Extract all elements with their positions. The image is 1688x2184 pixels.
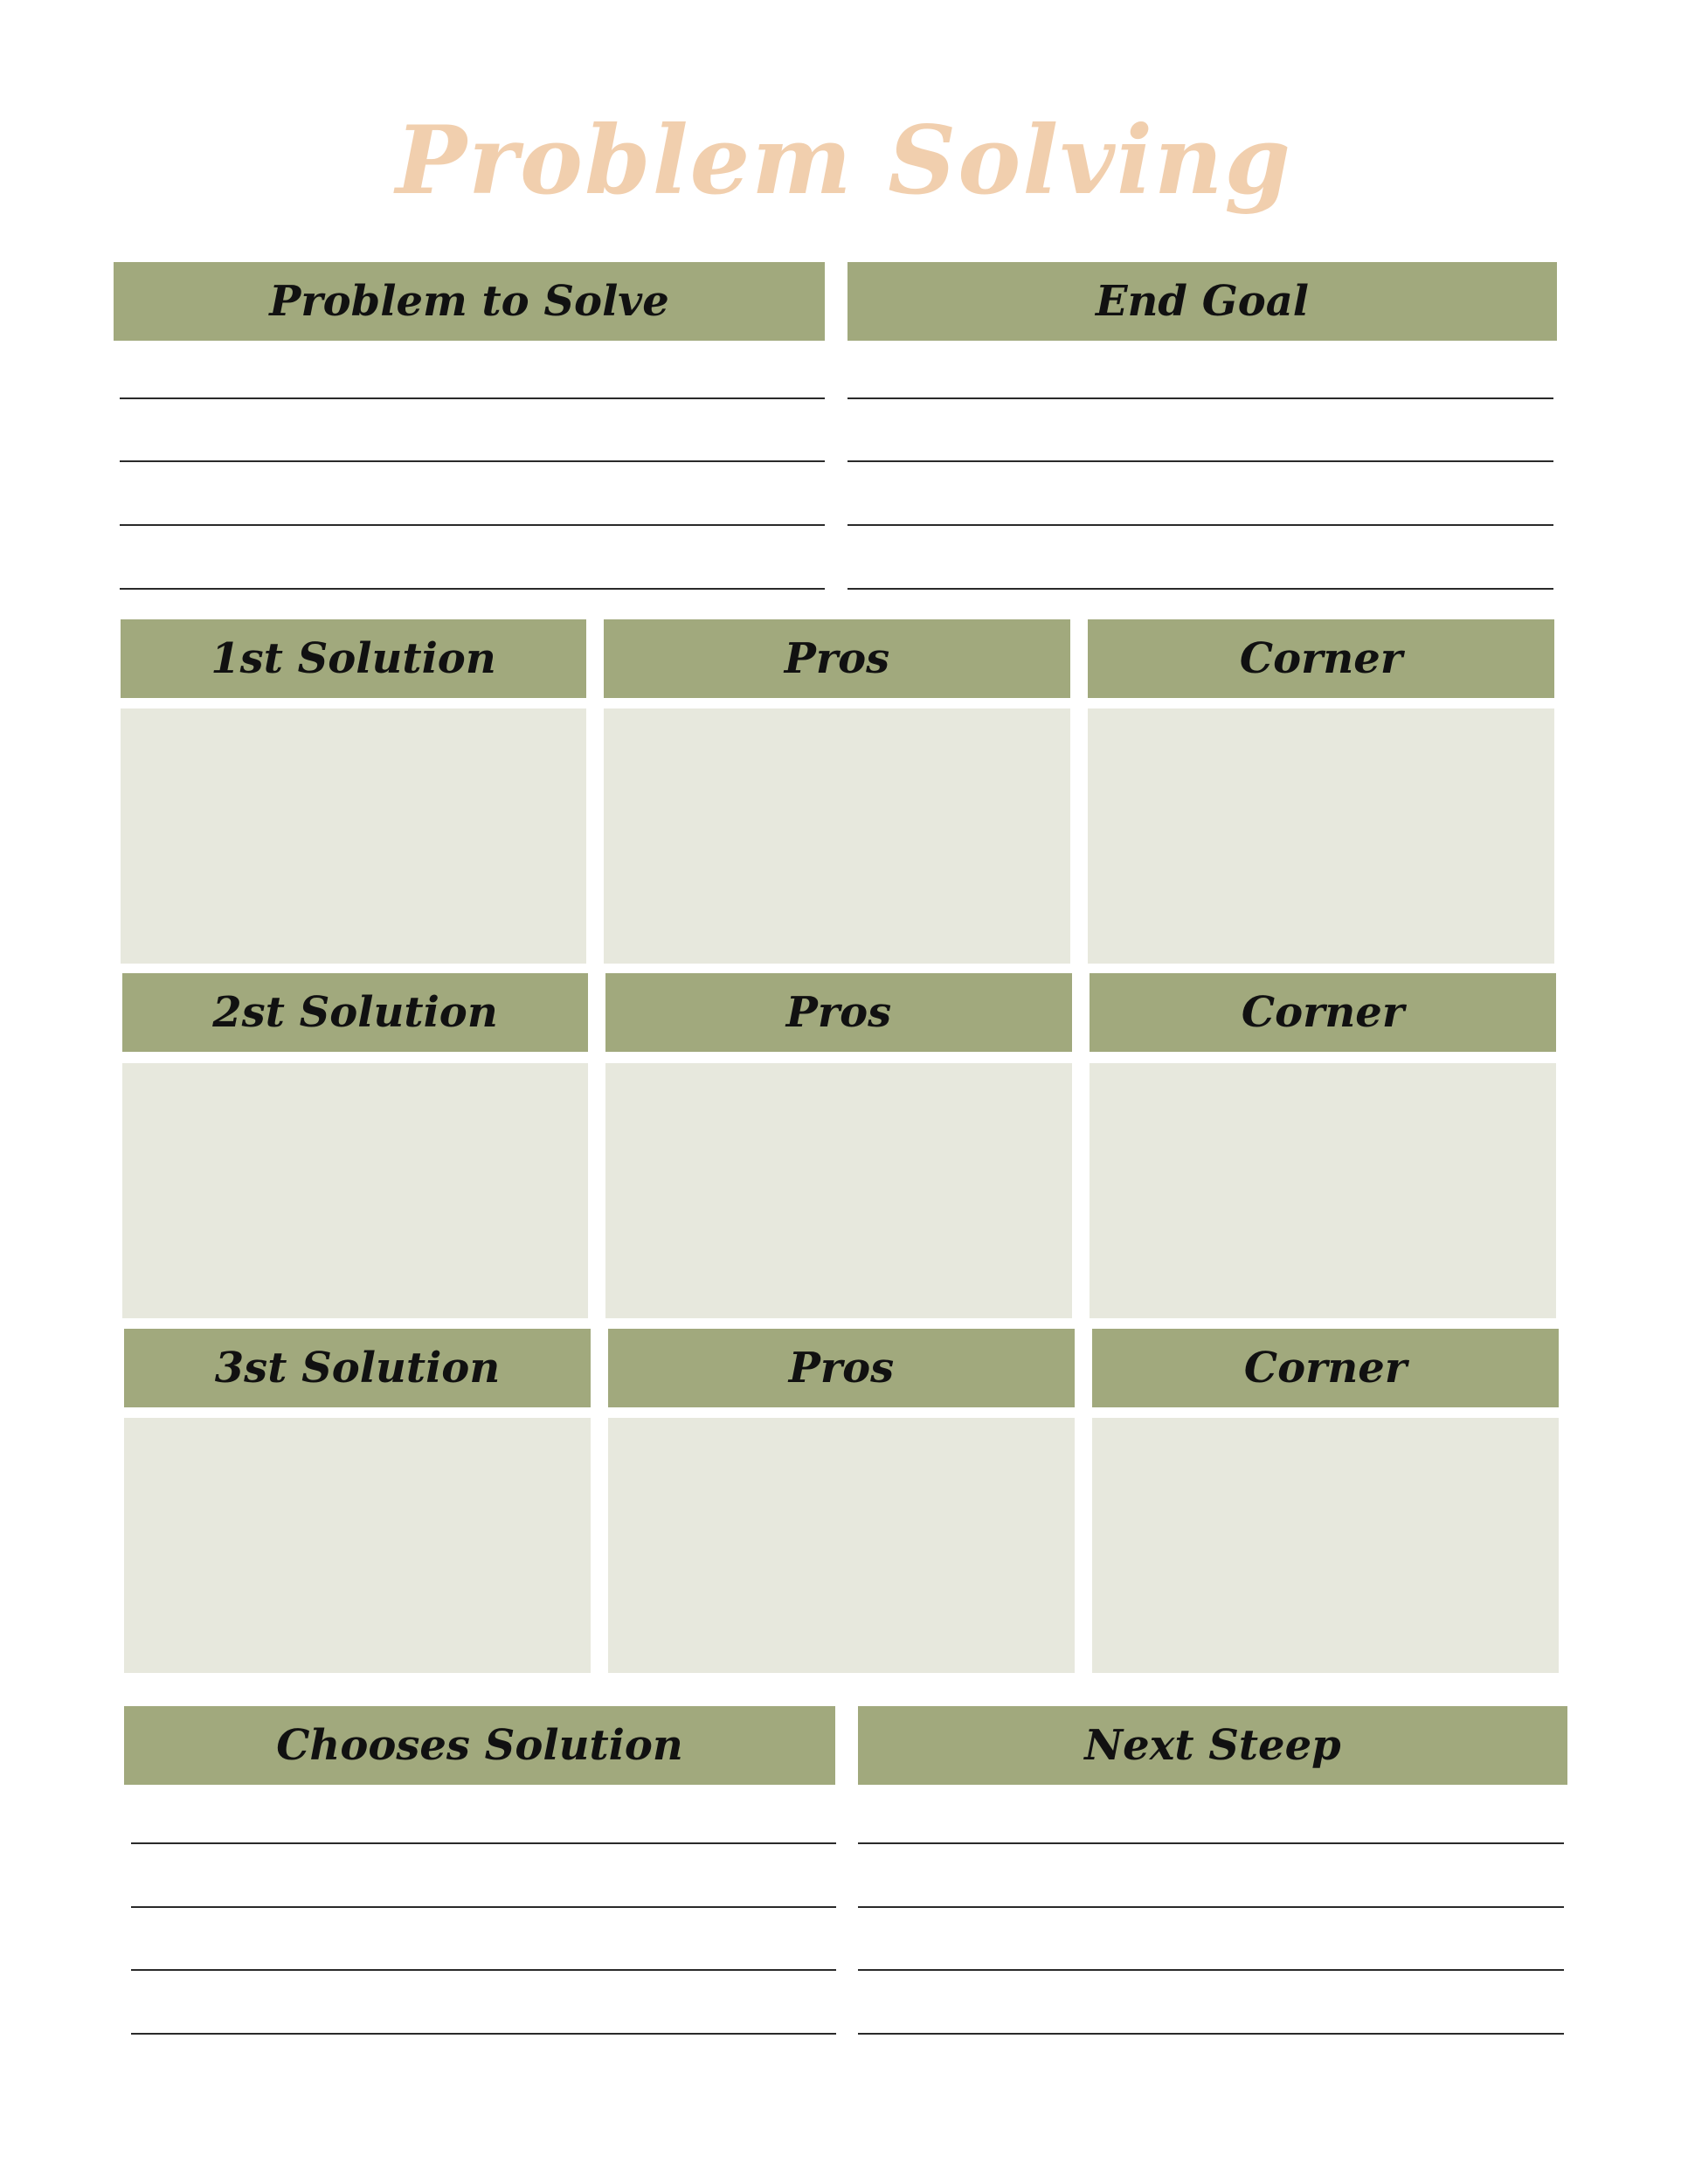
chosen-writing-line[interactable]	[131, 1842, 836, 1844]
next-step-writing-line[interactable]	[858, 1969, 1564, 1971]
solution-3-cons-header: Corner	[1092, 1329, 1559, 1407]
chosen-writing-line[interactable]	[131, 1906, 836, 1908]
solution-1-pros-box[interactable]	[604, 708, 1070, 964]
problem-to-solve-header: Problem to Solve	[114, 262, 825, 341]
problem-writing-line[interactable]	[120, 397, 825, 399]
solution-3-header: 3st Solution	[124, 1329, 591, 1407]
solution-2-pros-box[interactable]	[605, 1063, 1072, 1318]
solution-2-cons-box[interactable]	[1090, 1063, 1556, 1318]
solution-1-header: 1st Solution	[121, 619, 586, 698]
goal-writing-line[interactable]	[847, 460, 1553, 462]
chosen-solution-header: Chooses Solution	[124, 1706, 835, 1785]
problem-writing-line[interactable]	[120, 460, 825, 462]
goal-writing-line[interactable]	[847, 524, 1553, 526]
solution-3-pros-header: Pros	[608, 1329, 1075, 1407]
solution-2-box[interactable]	[122, 1063, 588, 1318]
problem-writing-line[interactable]	[120, 524, 825, 526]
solution-2-pros-header: Pros	[605, 973, 1072, 1052]
chosen-writing-line[interactable]	[131, 2033, 836, 2035]
solution-3-cons-box[interactable]	[1092, 1418, 1559, 1673]
solution-1-cons-box[interactable]	[1088, 708, 1554, 964]
solution-3-box[interactable]	[124, 1418, 591, 1673]
solution-2-header: 2st Solution	[122, 973, 588, 1052]
solution-1-pros-header: Pros	[604, 619, 1070, 698]
page-title: Problem Solving	[395, 106, 1293, 216]
solution-2-cons-header: Corner	[1090, 973, 1556, 1052]
next-step-writing-line[interactable]	[858, 2033, 1564, 2035]
next-step-writing-line[interactable]	[858, 1906, 1564, 1908]
next-step-writing-line[interactable]	[858, 1842, 1564, 1844]
problem-writing-line[interactable]	[120, 588, 825, 590]
solution-3-pros-box[interactable]	[608, 1418, 1075, 1673]
solution-1-cons-header: Corner	[1088, 619, 1554, 698]
chosen-writing-line[interactable]	[131, 1969, 836, 1971]
goal-writing-line[interactable]	[847, 588, 1553, 590]
goal-writing-line[interactable]	[847, 397, 1553, 399]
next-step-header: Next Steep	[858, 1706, 1567, 1785]
end-goal-header: End Goal	[847, 262, 1557, 341]
solution-1-box[interactable]	[121, 708, 586, 964]
